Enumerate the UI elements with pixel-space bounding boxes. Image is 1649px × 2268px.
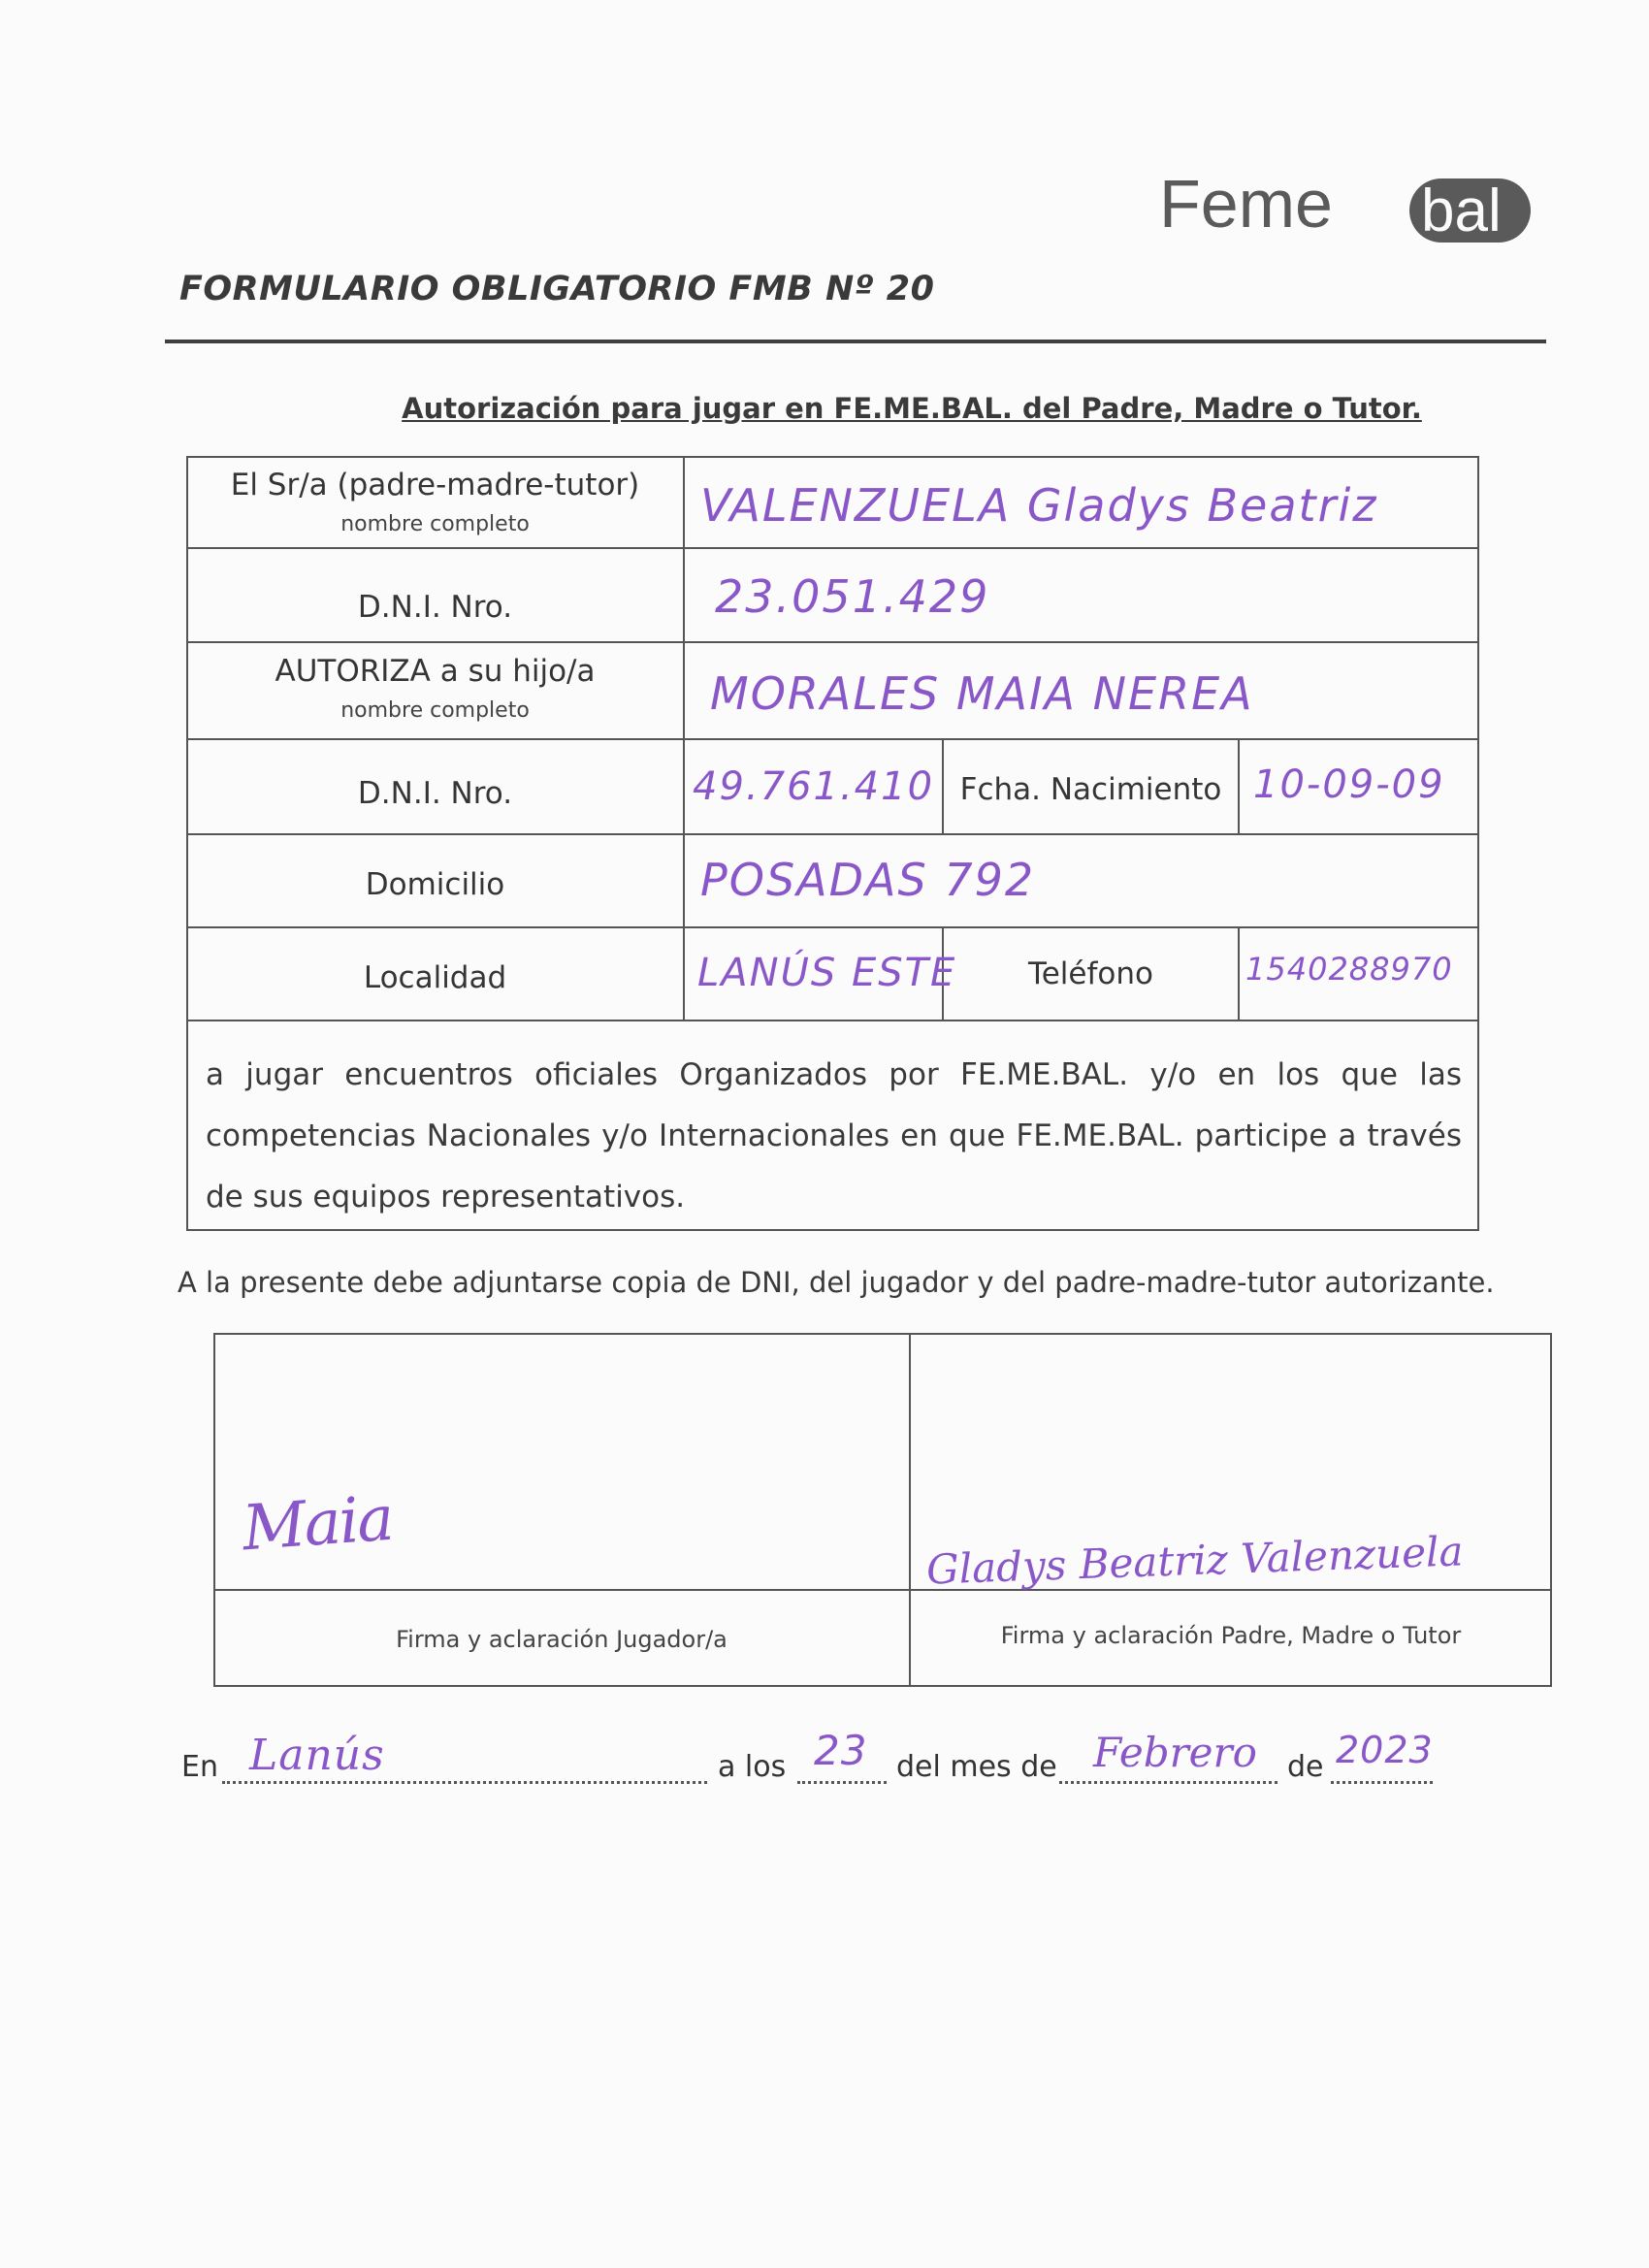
year-dotted-line bbox=[1331, 1781, 1433, 1784]
authorization-heading: Autorización para jugar en FE.ME.BAL. del Padre, Madre o Tutor. bbox=[402, 392, 1422, 425]
day-value: 23 bbox=[814, 1727, 868, 1774]
city-label: Localidad bbox=[363, 960, 507, 995]
date-line bbox=[181, 1727, 1462, 1795]
tutor-sublabel: nombre completo bbox=[340, 512, 530, 536]
player-signature-caption: Firma y aclaración Jugador/a bbox=[396, 1626, 728, 1653]
tutor-dni-label: D.N.I. Nro. bbox=[357, 590, 513, 625]
child-dni-value: 49.761.410 bbox=[693, 764, 935, 809]
authorization-form-table bbox=[186, 456, 1479, 1232]
signatures-table bbox=[213, 1333, 1552, 1687]
attachment-note: A la presente debe adjuntarse copia de DNI, del jugador y del padre-madre-tutor autorizante. bbox=[178, 1266, 1495, 1299]
form-title: FORMULARIO OBLIGATORIO FMB Nº 20 bbox=[179, 270, 935, 308]
tutor-dni-value: 23.051.429 bbox=[715, 570, 990, 623]
birth-date-value: 10-09-09 bbox=[1253, 762, 1445, 807]
player-signature: Maia bbox=[240, 1482, 395, 1566]
tutor-label-cell bbox=[186, 468, 684, 536]
year-value: 2023 bbox=[1336, 1729, 1434, 1771]
femebal-logo bbox=[1159, 167, 1533, 254]
child-name-value: MORALES MAIA NEREA bbox=[710, 667, 1254, 720]
child-label: AUTORIZA a su hijo/a bbox=[275, 654, 596, 689]
city-value: LANÚS ESTE bbox=[697, 951, 957, 995]
mes-label: del mes de bbox=[896, 1750, 1057, 1784]
a-los-label: a los bbox=[718, 1750, 787, 1784]
phone-value: 1540288970 bbox=[1245, 951, 1453, 988]
svg-text:bal: bal bbox=[1421, 178, 1502, 244]
birth-date-label: Fcha. Nacimiento bbox=[959, 772, 1222, 807]
address-value: POSADAS 792 bbox=[700, 854, 1036, 906]
tutor-label: El Sr/a (padre-madre-tutor) bbox=[230, 468, 640, 502]
tutor-signature: Gladys Beatriz Valenzuela bbox=[925, 1527, 1465, 1594]
address-label: Domicilio bbox=[365, 867, 505, 902]
child-sublabel: nombre completo bbox=[340, 698, 530, 723]
tutor-signature-caption: Firma y aclaración Padre, Madre o Tutor bbox=[1000, 1622, 1462, 1649]
authorization-text: a jugar encuentros oficiales Organizados por FE.ME.BAL. y/o en los que las competencias Nacionales y/o Internacionales en que FE.ME.BAL. participe a través de sus equipos representativos. bbox=[206, 1057, 1462, 1215]
child-label-cell bbox=[186, 654, 684, 723]
place-value: Lanús bbox=[249, 1731, 385, 1780]
day-dotted-line bbox=[797, 1781, 887, 1784]
tutor-name-value: VALENZUELA Gladys Beatriz bbox=[700, 479, 1378, 532]
place-dotted-line bbox=[222, 1781, 707, 1784]
phone-label: Teléfono bbox=[1028, 956, 1153, 991]
child-dni-label: D.N.I. Nro. bbox=[357, 776, 513, 811]
month-value: Febrero bbox=[1093, 1729, 1257, 1776]
de-label: de bbox=[1287, 1750, 1324, 1784]
svg-text:Feme: Feme bbox=[1159, 167, 1333, 242]
en-label: En bbox=[181, 1750, 218, 1784]
month-dotted-line bbox=[1059, 1781, 1277, 1784]
header-divider bbox=[165, 340, 1546, 343]
